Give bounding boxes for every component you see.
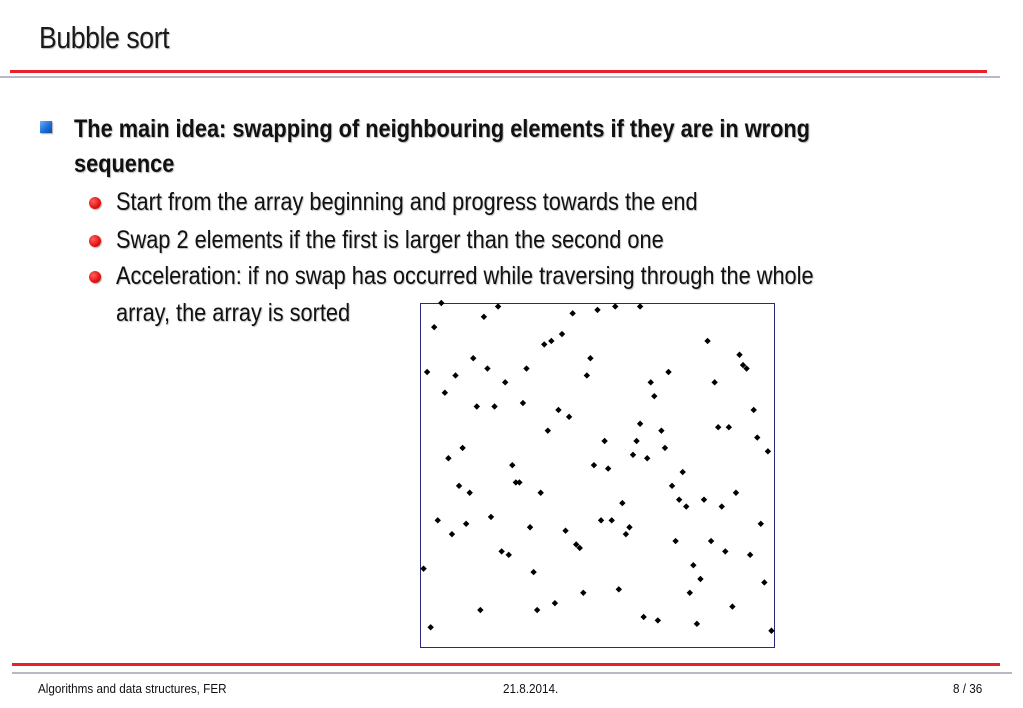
scatter-point <box>474 403 480 409</box>
scatter-point <box>467 490 473 496</box>
scatter-point <box>651 393 657 399</box>
scatter-point <box>445 455 451 461</box>
scatter-point <box>687 590 693 596</box>
scatter-point <box>633 438 639 444</box>
scatter-point <box>495 303 501 309</box>
scatter-point <box>761 579 767 585</box>
scatter-point <box>672 538 678 544</box>
scatter-point <box>541 341 547 347</box>
scatter-point <box>697 576 703 582</box>
scatter-point <box>520 400 526 406</box>
scatter-point <box>431 324 437 330</box>
scatter-point <box>442 390 448 396</box>
scatter-point <box>680 469 686 475</box>
scatter-point <box>715 424 721 430</box>
scatter-point <box>665 369 671 375</box>
scatter-point <box>708 538 714 544</box>
scatter-point <box>726 424 732 430</box>
scatter-point <box>722 548 728 554</box>
scatter-point <box>555 407 561 413</box>
scatter-point <box>477 607 483 613</box>
scatter-point <box>747 552 753 558</box>
footer-rule-gray <box>12 672 1012 674</box>
scatter-point <box>711 379 717 385</box>
scatter-point <box>623 531 629 537</box>
scatter-point <box>605 465 611 471</box>
scatter-point <box>658 427 664 433</box>
scatter-point <box>484 365 490 371</box>
scatter-point <box>758 521 764 527</box>
footer-page-number: 8 / 36 <box>953 681 983 696</box>
scatter-point <box>701 496 707 502</box>
scatter-point <box>566 414 572 420</box>
scatter-point <box>498 548 504 554</box>
round-bullet-icon <box>89 235 101 247</box>
scatter-point <box>626 524 632 530</box>
scatter-plot-canvas <box>420 303 775 648</box>
scatter-point <box>449 531 455 537</box>
scatter-point <box>690 562 696 568</box>
scatter-point <box>754 434 760 440</box>
scatter-point <box>452 372 458 378</box>
scatter-point <box>655 617 661 623</box>
scatter-point <box>516 479 522 485</box>
scatter-point <box>612 303 618 309</box>
scatter-point <box>594 307 600 313</box>
scatter-point <box>694 621 700 627</box>
slide-title: Bubble sort <box>39 20 170 55</box>
scatter-point <box>502 379 508 385</box>
scatter-point <box>644 455 650 461</box>
scatter-point <box>530 569 536 575</box>
scatter-point <box>538 490 544 496</box>
scatter-point <box>751 407 757 413</box>
scatter-point <box>562 528 568 534</box>
main-bullet-text: The main idea: swapping of neighbouring elements if they are in wrong sequence <box>74 115 810 178</box>
scatter-point <box>438 300 444 306</box>
scatter-point <box>669 483 675 489</box>
scatter-point <box>506 552 512 558</box>
scatter-point <box>637 421 643 427</box>
scatter-point <box>619 500 625 506</box>
scatter-point <box>616 586 622 592</box>
scatter-point <box>729 603 735 609</box>
scatter-point <box>491 403 497 409</box>
footer-course: Algorithms and data structures, FER <box>38 681 227 696</box>
sub-bullet-3-continuation: array, the array is sorted <box>116 299 351 327</box>
scatter-point <box>459 445 465 451</box>
scatter-point <box>552 600 558 606</box>
sub-bullet-3: Acceleration: if no swap has occurred while traversing through the whole <box>116 262 814 290</box>
scatter-point <box>587 355 593 361</box>
scatter-point <box>548 338 554 344</box>
scatter-point <box>569 310 575 316</box>
title-underline-red <box>10 70 987 73</box>
scatter-point <box>463 521 469 527</box>
scatter-point <box>591 462 597 468</box>
scatter-point <box>584 372 590 378</box>
scatter-point <box>534 607 540 613</box>
scatter-point <box>765 448 771 454</box>
footer-rule-red <box>12 663 1000 666</box>
scatter-plot <box>420 303 775 648</box>
scatter-point <box>733 490 739 496</box>
sub-bullet-2: Swap 2 elements if the first is larger than the second one <box>116 226 664 254</box>
scatter-point <box>456 483 462 489</box>
scatter-point <box>609 517 615 523</box>
scatter-point <box>648 379 654 385</box>
scatter-point <box>704 338 710 344</box>
scatter-point <box>630 452 636 458</box>
scatter-point <box>719 503 725 509</box>
scatter-point <box>676 496 682 502</box>
round-bullet-icon <box>89 271 101 283</box>
scatter-point <box>601 438 607 444</box>
sub-bullet-1: Start from the array beginning and progress towards the end <box>116 188 698 216</box>
scatter-point <box>427 624 433 630</box>
scatter-point <box>523 365 529 371</box>
scatter-point <box>683 503 689 509</box>
scatter-point <box>527 524 533 530</box>
scatter-point <box>420 565 426 571</box>
square-bullet-icon <box>40 121 52 133</box>
footer-date: 21.8.2014. <box>503 681 559 696</box>
scatter-point <box>435 517 441 523</box>
scatter-point <box>637 303 643 309</box>
scatter-point <box>662 445 668 451</box>
round-bullet-icon <box>89 197 101 209</box>
scatter-point <box>768 628 774 634</box>
scatter-point <box>424 369 430 375</box>
title-underline-gray <box>0 76 1000 78</box>
scatter-point <box>559 331 565 337</box>
scatter-point <box>640 614 646 620</box>
scatter-point <box>470 355 476 361</box>
scatter-point <box>580 590 586 596</box>
scatter-point <box>598 517 604 523</box>
scatter-point <box>488 514 494 520</box>
scatter-point <box>545 427 551 433</box>
scatter-point <box>509 462 515 468</box>
scatter-point <box>736 352 742 358</box>
scatter-point <box>481 314 487 320</box>
